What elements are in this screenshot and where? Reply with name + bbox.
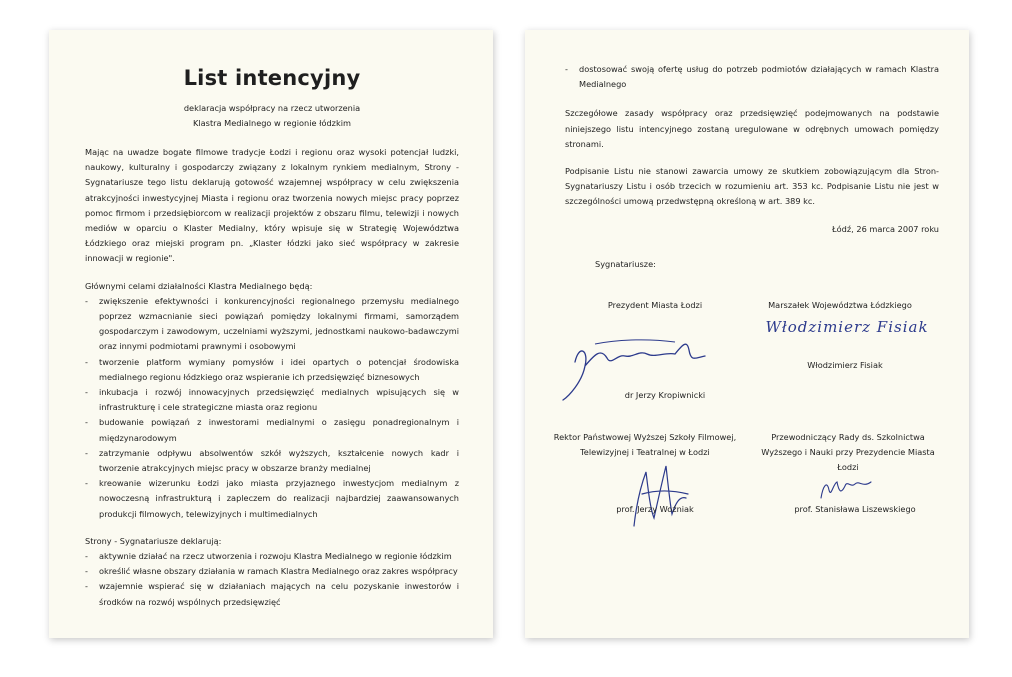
document-page-left — [49, 30, 493, 638]
signatory-role-mayor: Prezydent Miasta Łodzi — [607, 300, 703, 310]
goals-heading: Głównymi celami działalności Klastra Medialnego będą: — [85, 280, 313, 291]
declaration-item: - wzajemnie wspierać się w działaniach mających na celu pozyskanie inwestorów i środków na rozwój wspólnych przedsięwzięć — [85, 579, 459, 609]
signatories-heading: Sygnatariusze: — [595, 258, 656, 269]
signing-date: Łódź, 26 marca 2007 roku — [832, 223, 939, 234]
signatory-name-council-chair: prof. Stanisława Liszewskiego — [794, 504, 916, 514]
declaration-item: - aktywnie działać na rzecz utworzenia i rozwoju Klastra Medialnego w regionie łódzkim — [85, 549, 459, 564]
subtitle-line-2: Klastra Medialnego w regionie łódzkim — [193, 118, 351, 128]
document-page-right — [525, 30, 969, 638]
details-paragraph: Szczegółowe zasady współpracy oraz przedsięwzięć podejmowanych na podstawie niniejszego listu intencyjnego zostaną uregulowane w odrębnych umowach pomiędzy stronami. — [565, 108, 939, 149]
declaration-item: - określić własne obszary działania w ramach Klastra Medialnego oraz zakres współpracy — [85, 564, 459, 579]
signatory-name-marshal: Włodzimierz Fisiak — [807, 360, 883, 370]
signatory-role-marshal: Marszałek Województwa Łódzkiego — [768, 300, 912, 310]
goal-item: - budowanie powiązań z inwestorami medialnymi o zasięgu ponadregionalnym i międzynarodowym — [85, 415, 459, 445]
signatory-role-council-chair: Przewodniczący Rady ds. Szkolnictwa Wyższego i Nauki przy Prezydencie Miasta Łodzi — [761, 432, 935, 472]
declarations-heading: Strony - Sygnatariusze deklarują: — [85, 535, 222, 546]
declaration-item: - dostosować swoją ofertę usług do potrzeb podmiotów działających w ramach Klastra Medialnego — [565, 62, 939, 92]
goals-list — [85, 294, 459, 522]
continued-declarations-list — [565, 62, 939, 92]
declarations-list — [85, 549, 459, 610]
signatory-name-mayor: dr Jerzy Kropiwnicki — [624, 390, 706, 400]
intro-paragraph: Mając na uwadze bogate filmowe tradycje Łodzi i regionu oraz wysoki potencjał ludzki, naukowy, kulturalny i gospodarczy związany z lokalnym rynkiem medialnym, Strony - Sygnatariusze tego listu deklarują gotowość wzajemnej współpracy w celu zwiększenia atrakcyjności inwestycyjnej Miasta i regionu oraz tworzenia nowych miejsc pracy poprzez pomoc firmom i przedsiębiorcom w realizacji projektów z obszaru filmu, telewizji i nowych mediów w oparciu o Klaster Medialny, który wpisuje się w Strategię Województwa Łódzkiego oraz miejski program pn. „Klaster łódzki jako sieć współpracy w zakresie innowacji w regionie". — [85, 147, 459, 264]
signature-rector-icon — [620, 448, 700, 538]
document-subtitle — [85, 101, 459, 131]
goal-item: - zwiększenie efektywności i konkurencyjności regionalnego przemysłu medialnego poprzez wzmacnianie sieci powiązań pomiędzy lokalnymi firmami, samorządem gospodarczym i zawodowym, uczelniami wyższymi, jednostkami naukowo-badawczymi oraz innymi podmiotami prawnymi i osobowymi — [85, 294, 459, 355]
subtitle-line-1: deklaracja współpracy na rzecz utworzenia — [183, 103, 361, 113]
goal-item: - kreowanie wizerunku Łodzi jako miasta przyjaznego inwestycjom medialnym z nowoczesną infrastrukturą i zapleczem do realizacji najbardziej zaawansowanych produkcji filmowych, telewizyjnych i multimedialnych — [85, 476, 459, 522]
signature-marshal: Włodzimierz Fisiak — [765, 318, 929, 336]
document-title: List intencyjny — [183, 66, 361, 90]
goal-item: - tworzenie platform wymiany pomysłów i idei opartych o potencjał środowiska medialnego regionu łódzkiego oraz wspieranie ich przedsięwzięć biznesowych — [85, 355, 459, 385]
signatory-name-rector: prof. Jerzy Woźniak — [616, 504, 694, 514]
legal-paragraph: Podpisanie Listu nie stanowi zawarcia umowy ze skutkiem zobowiązującym dla Stron-Sygnatariuszy Listu i osób trzecich w rozumieniu art. 353 kc. Podpisanie Listu nie jest w szczególności umową przedwstępną określoną w art. 389 kc. — [565, 166, 939, 207]
goal-item: - zatrzymanie odpływu absolwentów szkół wyższych, kształcenie nowych kadr i tworzenie atrakcyjnych miejsc pracy w obszarze branży medialnej — [85, 446, 459, 476]
signatory-role-rector: Rektor Państwowej Wyższej Szkoły Filmowej, Telewizyjnej i Teatralnej w Łodzi — [553, 432, 737, 457]
goal-item: - inkubacja i rozwój innowacyjnych przedsięwzięć medialnych wpisujących się w infrastrukturę i cele strategiczne miasta oraz regionu — [85, 385, 459, 415]
